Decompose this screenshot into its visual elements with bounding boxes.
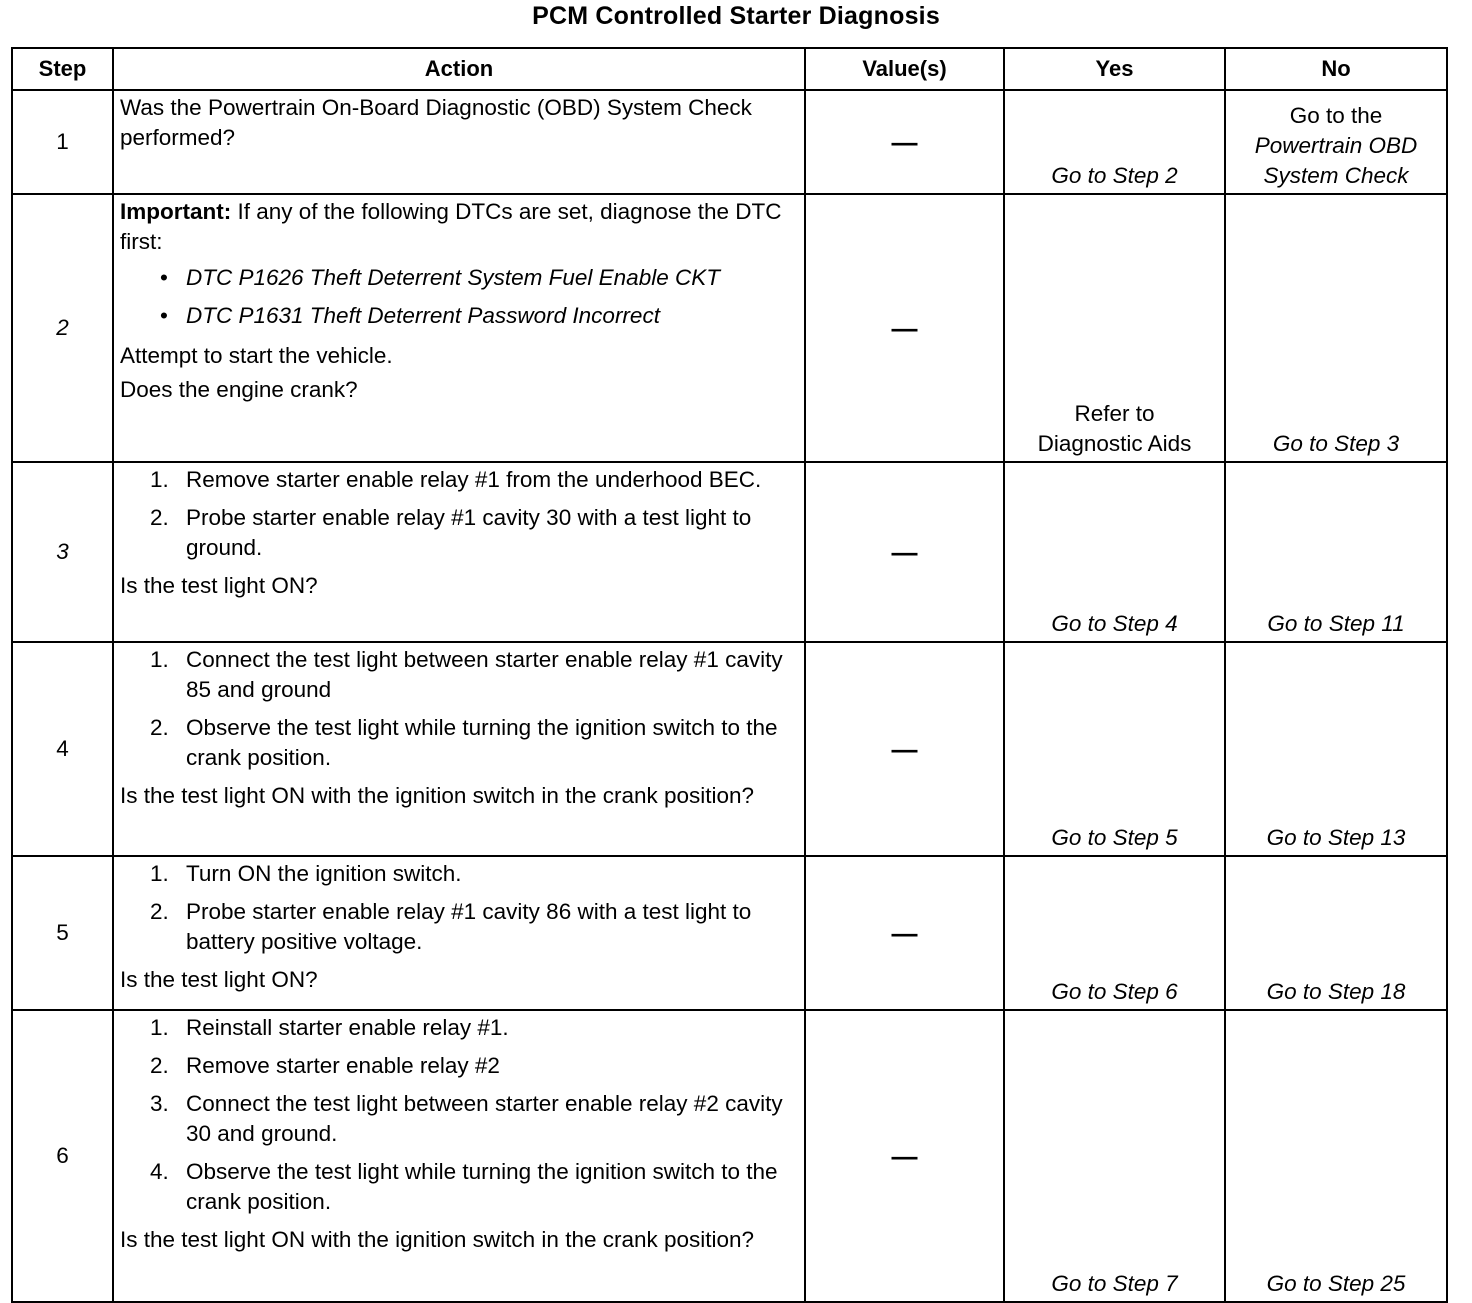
list-number: 2. [150, 899, 169, 924]
value-cell: — [805, 1010, 1004, 1302]
action-question: Does the engine crank? [120, 377, 358, 402]
list-number: 1. [150, 1015, 169, 1040]
list-item-text: Observe the test light while turning the ignition switch to the crank position. [186, 715, 778, 770]
important-text: If any of the following DTCs are set, diagnose the DTC first: [120, 199, 782, 254]
bullet-icon: • [160, 265, 168, 290]
list-item [120, 897, 800, 957]
list-item [120, 1157, 800, 1217]
yes-cell: Go to Step 2 [1004, 90, 1225, 194]
list-number: 4. [150, 1159, 169, 1184]
bullet-icon: • [160, 303, 168, 328]
list-item-text: Connect the test light between starter enable relay #1 cavity 85 and ground [186, 647, 783, 702]
header-values: Value(s) [805, 48, 1004, 90]
header-action: Action [113, 48, 805, 90]
table-header-row [12, 48, 1447, 90]
table-row [12, 90, 1447, 194]
yes-cell [1004, 194, 1225, 462]
no-cell: Go to Step 25 [1225, 1010, 1447, 1302]
list-item [120, 1051, 800, 1081]
list-item [120, 645, 800, 705]
no-cell: Go to Step 11 [1225, 462, 1447, 642]
dtc-list [120, 263, 800, 331]
list-item [120, 1089, 800, 1149]
list-item-text: Probe starter enable relay #1 cavity 86 with a test light to battery positive voltage. [186, 899, 752, 954]
yes-cell: Go to Step 4 [1004, 462, 1225, 642]
yes-line: Diagnostic Aids [1037, 431, 1192, 456]
no-line: Powertrain OBD [1254, 133, 1418, 158]
yes-cell: Go to Step 7 [1004, 1010, 1225, 1302]
procedure-list [120, 645, 800, 773]
list-number: 3. [150, 1091, 169, 1116]
procedure-list [120, 859, 800, 957]
list-item-text: Observe the test light while turning the ignition switch to the crank position. [186, 1159, 778, 1214]
table-row [12, 194, 1447, 462]
list-number: 2. [150, 505, 169, 530]
step-number: 3 [12, 462, 113, 642]
list-number: 2. [150, 715, 169, 740]
list-item [120, 1013, 800, 1043]
action-instruction: Attempt to start the vehicle. [120, 343, 393, 368]
table-row [12, 462, 1447, 642]
action-cell [113, 642, 805, 856]
value-cell: — [805, 90, 1004, 194]
no-cell: Go to Step 3 [1225, 194, 1447, 462]
important-note [120, 197, 800, 257]
action-cell [113, 1010, 805, 1302]
list-item [120, 503, 800, 563]
no-cell: Go to Step 18 [1225, 856, 1447, 1010]
diagnosis-table [11, 47, 1448, 1303]
no-cell: Go to Step 13 [1225, 642, 1447, 856]
action-cell [113, 90, 805, 194]
page-title: PCM Controlled Starter Diagnosis [532, 2, 940, 30]
step-number: 6 [12, 1010, 113, 1302]
no-cell [1225, 90, 1447, 194]
list-number: 1. [150, 861, 169, 886]
list-item [120, 301, 800, 331]
action-question: Was the Powertrain On-Board Diagnostic (OBD) System Check performed? [120, 95, 752, 150]
value-cell: — [805, 462, 1004, 642]
list-item-text: Reinstall starter enable relay #1. [186, 1015, 509, 1040]
list-item [120, 859, 800, 889]
list-item-text: Probe starter enable relay #1 cavity 30 with a test light to ground. [186, 505, 752, 560]
list-item-text: Connect the test light between starter enable relay #2 cavity 30 and ground. [186, 1091, 783, 1146]
header-step: Step [12, 48, 113, 90]
no-line: Go to the [1289, 103, 1383, 128]
list-item [120, 263, 800, 293]
list-number: 2. [150, 1053, 169, 1078]
no-line: System Check [1263, 163, 1409, 188]
list-item [120, 465, 800, 495]
list-item-text: Remove starter enable relay #1 from the underhood BEC. [186, 467, 762, 492]
action-cell [113, 194, 805, 462]
step-number: 4 [12, 642, 113, 856]
procedure-list [120, 465, 800, 563]
header-yes: Yes [1004, 48, 1225, 90]
action-cell [113, 462, 805, 642]
table-row [12, 642, 1447, 856]
action-question: Is the test light ON with the ignition switch in the crank position? [120, 1227, 755, 1252]
header-no: No [1225, 48, 1447, 90]
yes-line: Refer to [1074, 401, 1155, 426]
value-cell: — [805, 856, 1004, 1010]
table-row [12, 856, 1447, 1010]
value-cell: — [805, 642, 1004, 856]
action-cell [113, 856, 805, 1010]
table-row [12, 1010, 1447, 1302]
yes-cell: Go to Step 6 [1004, 856, 1225, 1010]
value-cell: — [805, 194, 1004, 462]
step-number: 1 [12, 90, 113, 194]
list-number: 1. [150, 647, 169, 672]
list-item-text: Remove starter enable relay #2 [186, 1053, 500, 1078]
action-question: Is the test light ON? [120, 967, 318, 992]
list-item-text: DTC P1631 Theft Deterrent Password Incorrect [186, 303, 660, 328]
procedure-list [120, 1013, 800, 1217]
step-number: 2 [12, 194, 113, 462]
list-item-text: DTC P1626 Theft Deterrent System Fuel Enable CKT [186, 265, 720, 290]
action-question: Is the test light ON? [120, 573, 318, 598]
important-label: Important: [120, 199, 232, 224]
list-item-text: Turn ON the ignition switch. [186, 861, 462, 886]
list-number: 1. [150, 467, 169, 492]
step-number: 5 [12, 856, 113, 1010]
yes-cell: Go to Step 5 [1004, 642, 1225, 856]
action-question: Is the test light ON with the ignition switch in the crank position? [120, 783, 755, 808]
list-item [120, 713, 800, 773]
